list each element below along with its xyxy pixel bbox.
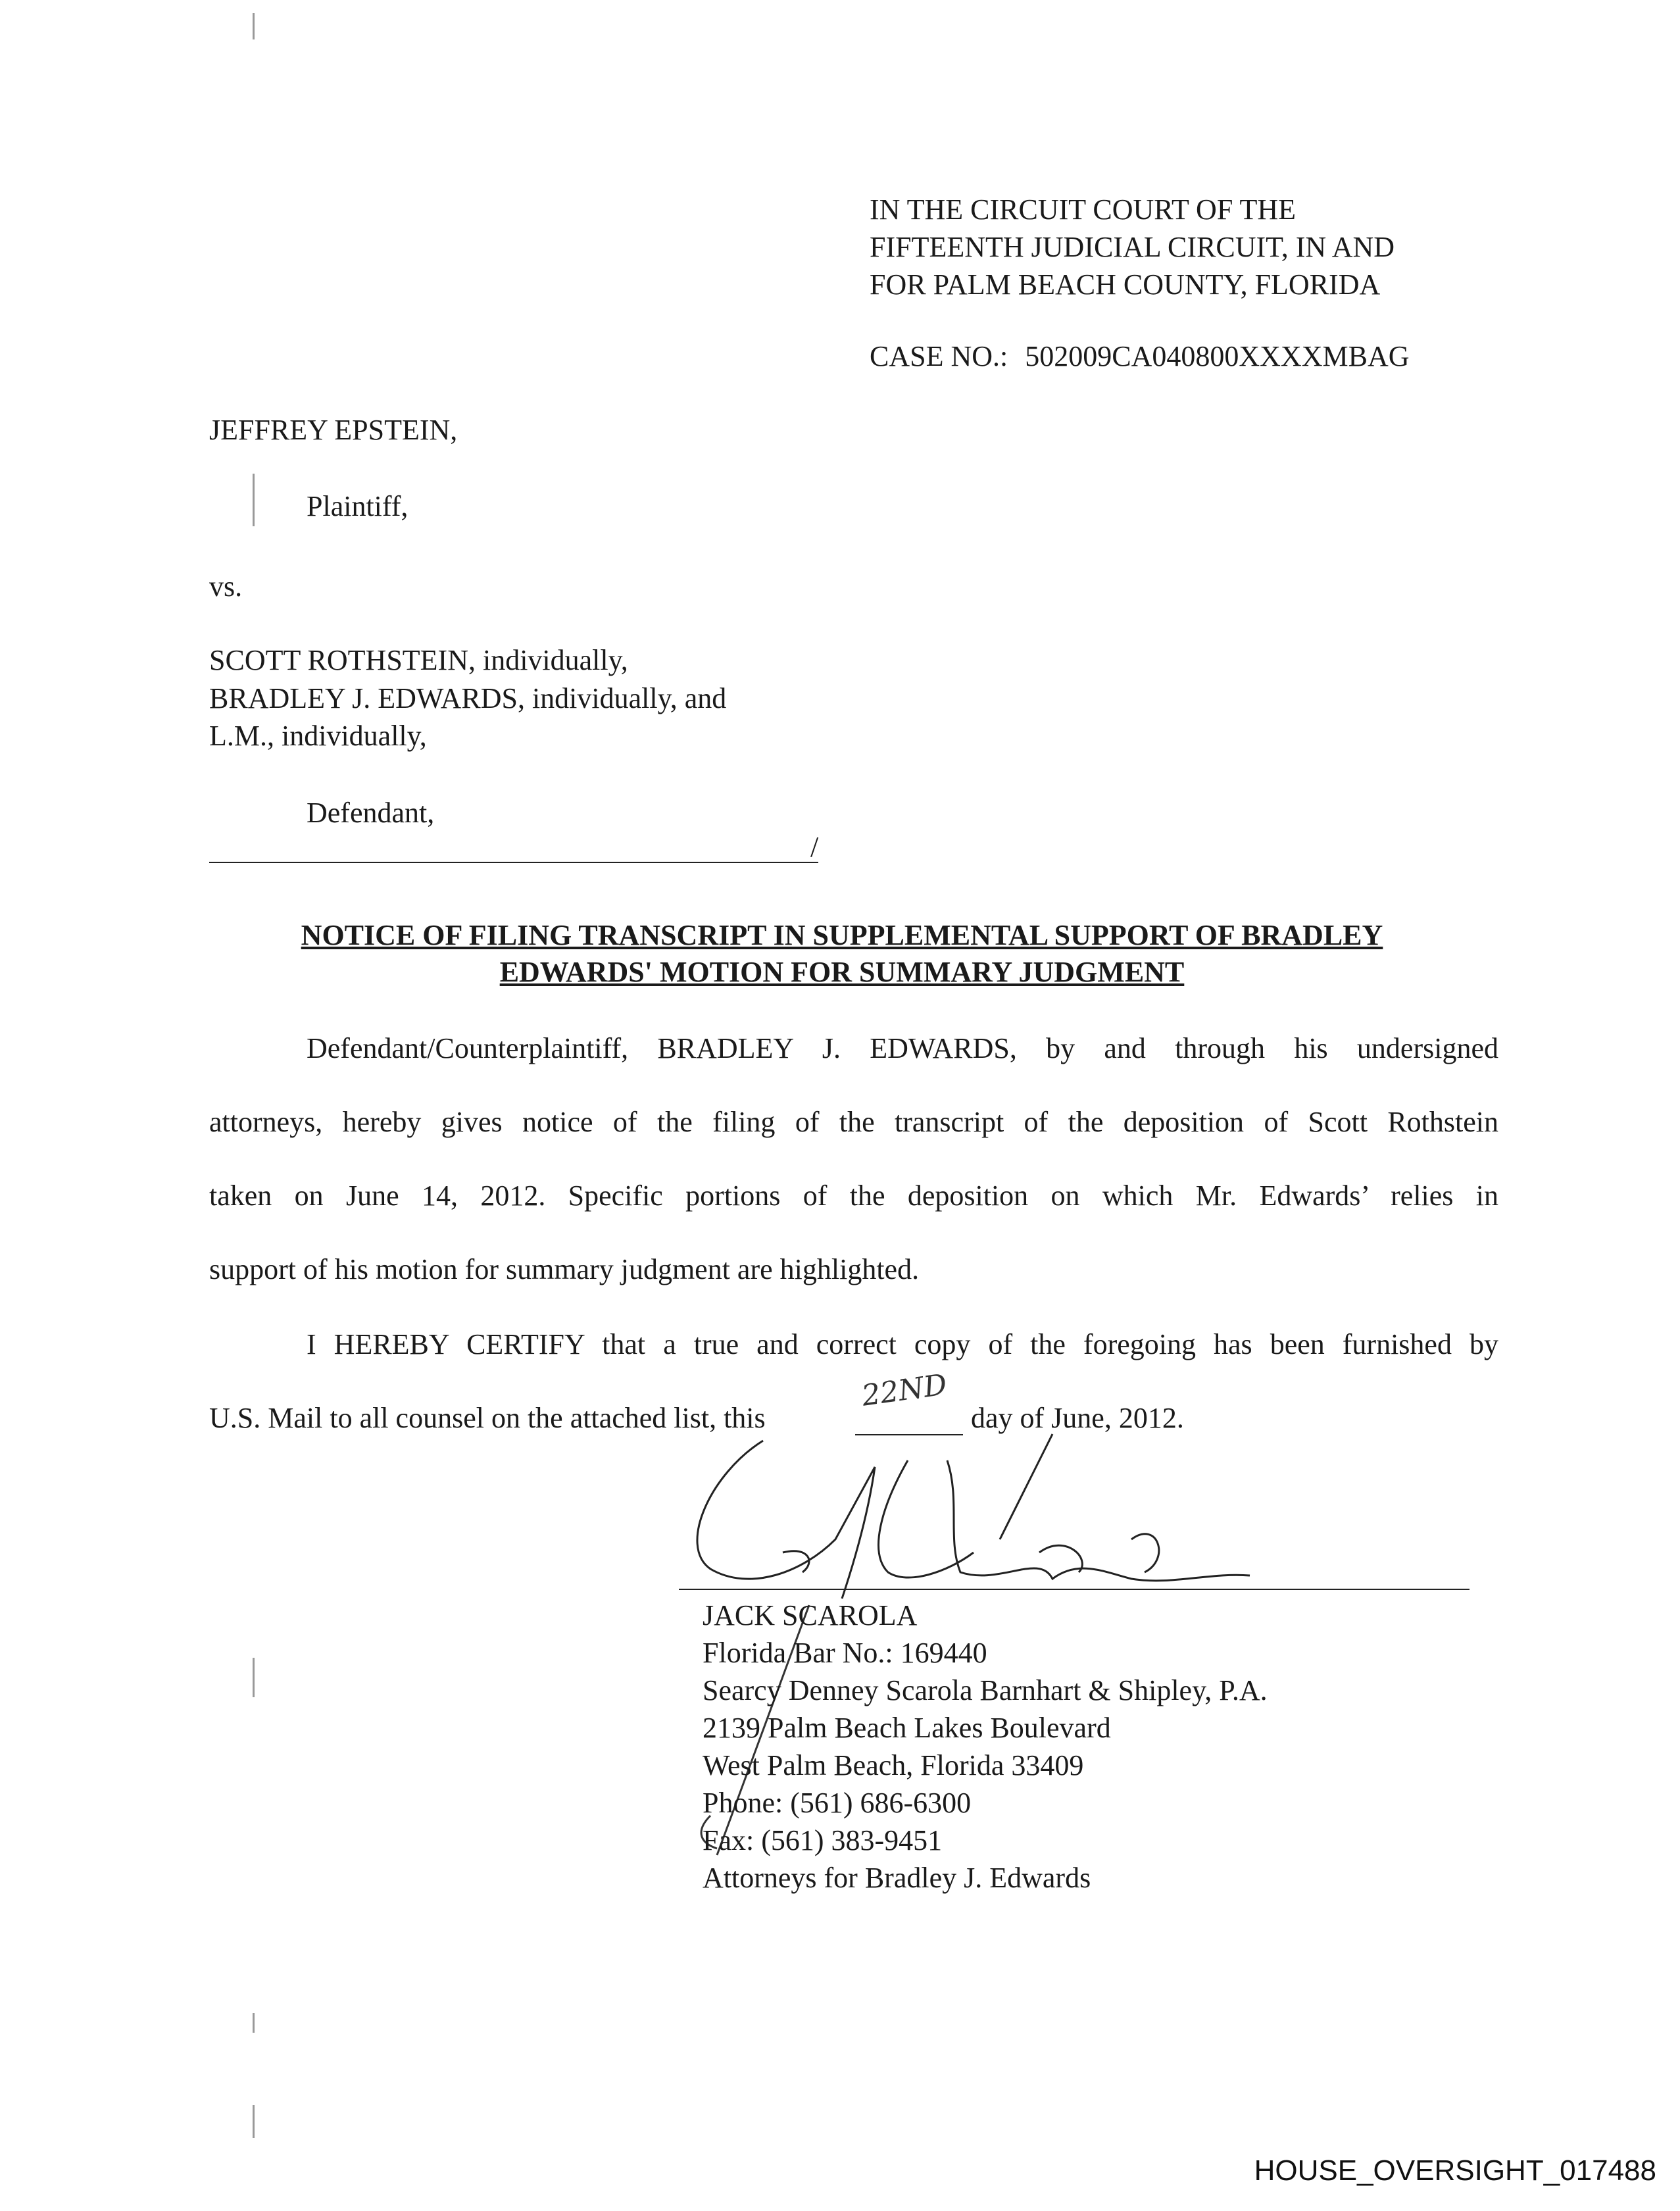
body-p1-line-3: taken on June 14, 2012. Specific portions of the deposition on which Mr. Edwards’ relies in: [209, 1180, 1498, 1212]
scan-artifact: [253, 474, 255, 526]
scan-artifact: [253, 2013, 255, 2033]
plaintiff-name: JEFFREY EPSTEIN,: [209, 414, 458, 446]
certify-line-2-end: day of June, 2012.: [971, 1402, 1184, 1434]
versus: vs.: [209, 570, 243, 603]
firm-name: Searcy Denney Scarola Barnhart & Shipley, P.A.: [703, 1674, 1268, 1706]
attorneys-for: Attorneys for Bradley J. Edwards: [703, 1862, 1091, 1894]
signature-block: [703, 1597, 1268, 1897]
bar-number: Florida Bar No.: 169440: [703, 1637, 987, 1669]
court-line-1: IN THE CIRCUIT COURT OF THE: [870, 193, 1297, 226]
certify-line-2-start: U.S. Mail to all counsel on the attached list, this: [209, 1402, 766, 1434]
court-heading: [870, 191, 1395, 303]
phone: Phone: (561) 686-6300: [703, 1787, 972, 1819]
defendant-role: Defendant,: [307, 797, 435, 829]
case-number: 502009CA040800XXXXMBAG: [1025, 340, 1410, 372]
case-number-label: CASE NO.:: [870, 340, 1008, 372]
body-p1-line-4: support of his motion for summary judgment are highlighted.: [209, 1253, 920, 1285]
signature-line: [679, 1589, 1470, 1590]
title-line-1: NOTICE OF FILING TRANSCRIPT IN SUPPLEMENTAL SUPPORT OF BRADLEY: [301, 919, 1383, 951]
address-line-2: West Palm Beach, Florida 33409: [703, 1749, 1084, 1781]
handwritten-day: 22ND: [860, 1368, 949, 1413]
address-line-1: 2139 Palm Beach Lakes Boulevard: [703, 1712, 1111, 1744]
scan-artifact: [253, 13, 255, 39]
scan-artifact: [253, 2105, 255, 2138]
body-p1-line-2: attorneys, hereby gives notice of the filing of the transcript of the deposition of Scott Rothstein: [209, 1106, 1498, 1138]
defendant-line-1: SCOTT ROTHSTEIN, individually,: [209, 644, 628, 676]
certify-line-1: I HEREBY CERTIFY that a true and correct copy of the foregoing has been furnished by: [307, 1328, 1498, 1360]
title-line-2: EDWARDS' MOTION FOR SUMMARY JUDGMENT: [499, 956, 1185, 988]
caption-slash: /: [810, 831, 819, 863]
document-title: [197, 917, 1487, 991]
fax: Fax: (561) 383-9451: [703, 1824, 943, 1856]
defendant-line-2: BRADLEY J. EDWARDS, individually, and: [209, 682, 727, 714]
court-line-2: FIFTEENTH JUDICIAL CIRCUIT, IN AND: [870, 231, 1395, 263]
scan-artifact: [253, 1658, 255, 1697]
defendant-line-3: L.M., individually,: [209, 720, 427, 752]
attorney-name: JACK SCAROLA: [703, 1599, 918, 1631]
court-line-3: FOR PALM BEACH COUNTY, FLORIDA: [870, 268, 1381, 301]
case-number-line: [870, 339, 1410, 373]
caption-rule: [209, 862, 818, 863]
bates-number: HOUSE_OVERSIGHT_017488: [1254, 2154, 1656, 2187]
plaintiff-role: Plaintiff,: [307, 490, 408, 522]
body-p1-line-1: Defendant/Counterplaintiff, BRADLEY J. EDWARDS, by and through his undersigned: [307, 1032, 1498, 1064]
signature-scribble: [671, 1421, 1263, 1605]
